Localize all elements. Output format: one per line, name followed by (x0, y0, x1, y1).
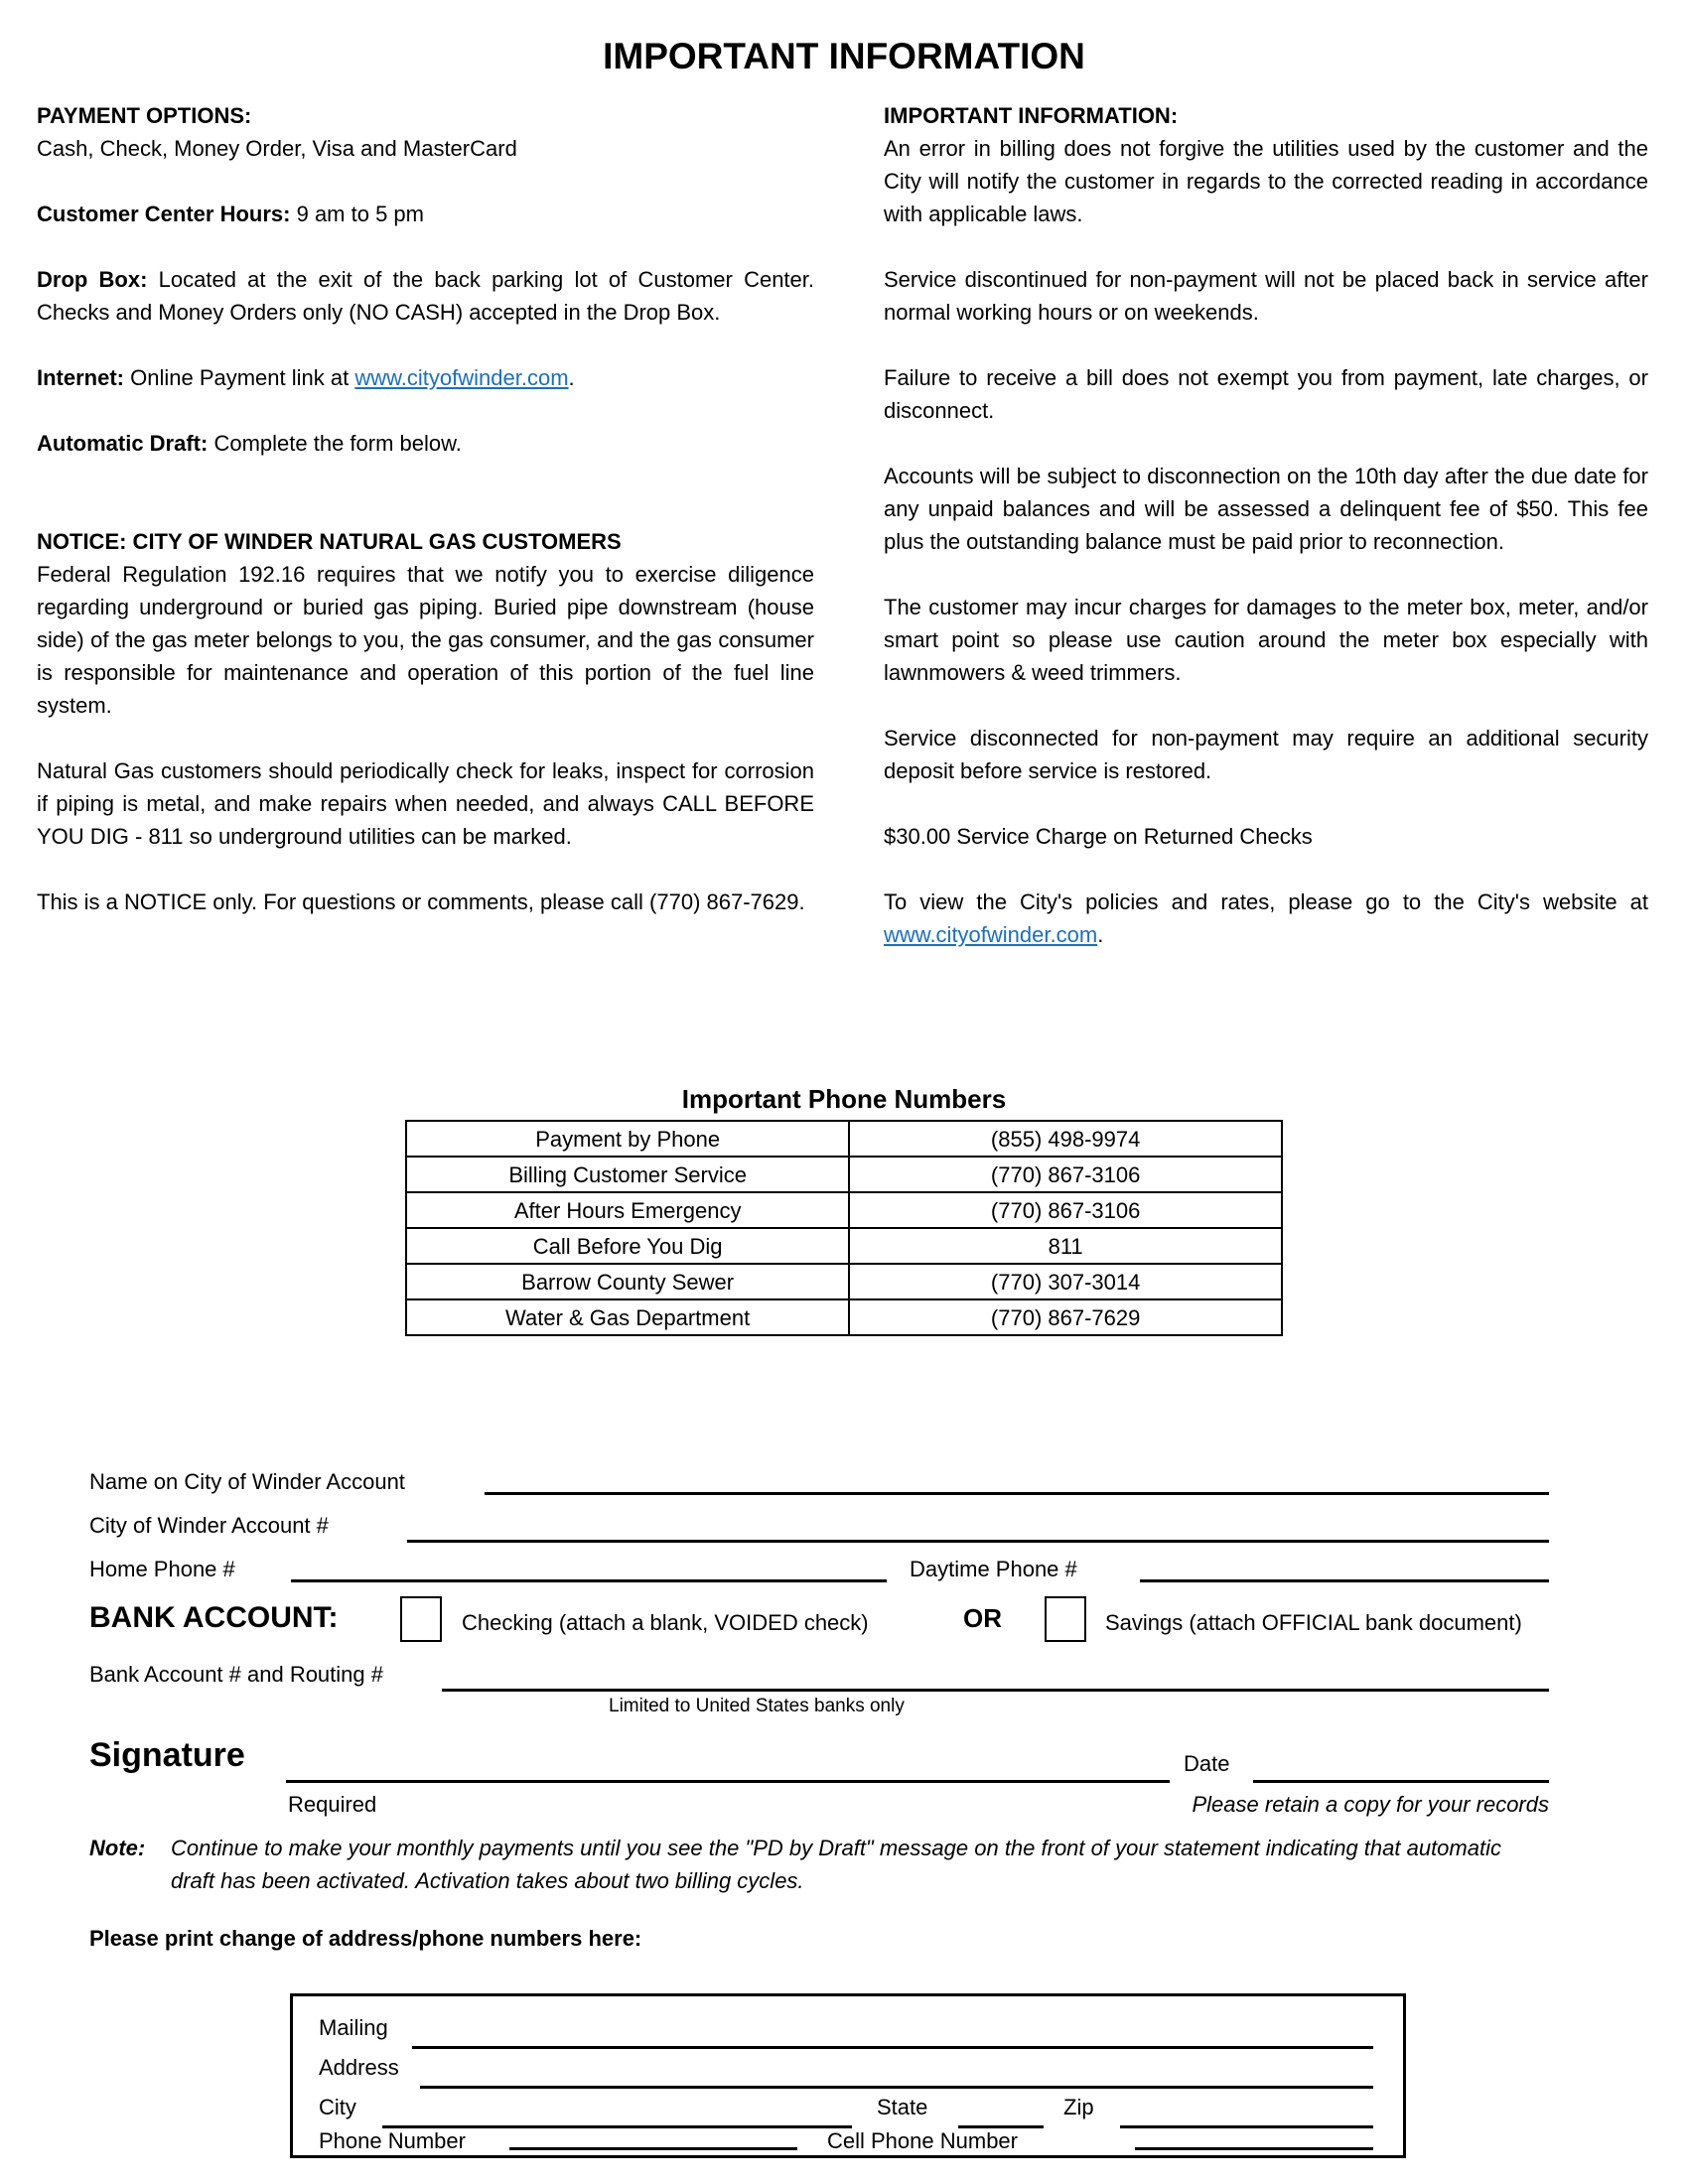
automatic-draft-label: Automatic Draft: (37, 431, 209, 456)
gas-notice-paragraph-3: This is a NOTICE only. For questions or comments, please call (770) 867-7629. (37, 889, 805, 914)
important-info-heading: IMPORTANT INFORMATION: (884, 103, 1179, 128)
returned-checks-paragraph: $30.00 Service Charge on Returned Checks (884, 824, 1313, 849)
automatic-draft-paragraph (37, 427, 814, 460)
name-on-account-input-line[interactable] (485, 1492, 1549, 1495)
city-label: City (319, 2095, 356, 2119)
date-label: Date (1184, 1751, 1230, 1776)
phone-numbers-table (405, 1120, 1283, 1336)
phone-number-cell: 811 (849, 1228, 1282, 1264)
checking-label: Checking (attach a blank, VOIDED check) (462, 1610, 869, 1635)
internet-text-end: . (568, 365, 575, 390)
phone-service-cell: Call Before You Dig (406, 1228, 849, 1264)
phone-table-row (406, 1228, 1282, 1264)
phone-number-input-line[interactable] (509, 2147, 797, 2150)
address-label: Address (319, 2055, 399, 2080)
phone-number-cell: (770) 867-3106 (849, 1157, 1282, 1192)
daytime-phone-input-line[interactable] (1140, 1579, 1549, 1582)
drop-box-label: Drop Box: (37, 267, 148, 292)
zip-input-line[interactable] (1120, 2125, 1373, 2128)
daytime-phone-label: Daytime Phone # (910, 1557, 1077, 1581)
billing-error-paragraph: An error in billing does not forgive the utilities used by the customer and the City will notify the customer in regards to the corrected reading in accordance with applicable laws. (884, 136, 1648, 226)
security-deposit-paragraph: Service disconnected for non-payment may require an additional security deposit before service is restored. (884, 726, 1648, 783)
phone-number-cell: (770) 307-3014 (849, 1264, 1282, 1299)
payment-options-text: Cash, Check, Money Order, Visa and MasterCard (37, 136, 517, 161)
account-number-label: City of Winder Account # (89, 1513, 329, 1538)
address-change-heading: Please print change of address/phone numbers here: (89, 1926, 642, 1951)
service-discontinued-paragraph: Service discontinued for non-payment will not be placed back in service after normal working hours or on weekends. (884, 267, 1648, 325)
policies-paragraph (884, 886, 1648, 951)
us-banks-note: Limited to United States banks only (609, 1696, 905, 1716)
state-label: State (877, 2095, 928, 2119)
policies-text-end: . (1097, 922, 1104, 947)
or-label: OR (963, 1603, 1002, 1633)
gas-notice-heading: NOTICE: CITY OF WINDER NATURAL GAS CUSTOMERS (37, 529, 622, 554)
drop-box-text: Located at the exit of the back parking lot of Customer Center. Checks and Money Orders only (NO CASH) accepted in the Drop Box. (37, 267, 814, 325)
phone-number-cell: (770) 867-3106 (849, 1192, 1282, 1228)
mailing-input-line[interactable] (412, 2046, 1373, 2049)
routing-number-input-line[interactable] (442, 1689, 1549, 1692)
phone-number-cell: (770) 867-7629 (849, 1299, 1282, 1335)
signature-heading: Signature (89, 1736, 245, 1774)
phone-service-cell: After Hours Emergency (406, 1192, 849, 1228)
savings-checkbox[interactable] (1045, 1596, 1086, 1642)
customer-center-hours-label: Customer Center Hours: (37, 202, 291, 226)
checking-checkbox[interactable] (400, 1596, 442, 1642)
address-input-line[interactable] (420, 2086, 1373, 2089)
failure-to-receive-paragraph: Failure to receive a bill does not exempt you from payment, late charges, or disconnect. (884, 365, 1648, 423)
required-note: Required (288, 1792, 377, 1817)
home-phone-input-line[interactable] (291, 1579, 887, 1582)
signature-input-line[interactable] (286, 1780, 1170, 1783)
automatic-draft-text: Complete the form below. (208, 431, 462, 456)
date-input-line[interactable] (1253, 1780, 1549, 1783)
name-on-account-label: Name on City of Winder Account (89, 1469, 405, 1494)
cell-phone-input-line[interactable] (1135, 2147, 1373, 2150)
internet-label: Internet: (37, 365, 124, 390)
cityofwinder-link[interactable]: www.cityofwinder.com (354, 365, 569, 390)
bank-account-heading: BANK ACCOUNT: (89, 1601, 339, 1634)
phone-table-row (406, 1264, 1282, 1299)
phone-service-cell: Water & Gas Department (406, 1299, 849, 1335)
meter-damage-paragraph: The customer may incur charges for damages to the meter box, meter, and/or smart point so please use caution around the meter box especially with lawnmowers & weed trimmers. (884, 595, 1648, 685)
gas-notice-paragraph-1: Federal Regulation 192.16 requires that we notify you to exercise diligence regarding underground or buried gas piping. Buried pipe downstream (house side) of the gas meter belongs to you, the gas consumer, and the gas consumer is responsible for maintenance and operation of this portion of the fuel line system. (37, 562, 814, 718)
phone-number-label: Phone Number (319, 2128, 466, 2153)
phone-table-row (406, 1299, 1282, 1335)
cityofwinder-link-2[interactable]: www.cityofwinder.com (884, 922, 1098, 947)
page-title: IMPORTANT INFORMATION (603, 36, 1085, 76)
drop-box-paragraph (37, 263, 814, 329)
phone-table-row (406, 1192, 1282, 1228)
phone-number-cell: (855) 498-9974 (849, 1121, 1282, 1157)
phone-table-row (406, 1121, 1282, 1157)
account-number-input-line[interactable] (407, 1540, 1549, 1543)
phone-service-cell: Payment by Phone (406, 1121, 849, 1157)
phone-table-row (406, 1157, 1282, 1192)
internet-paragraph (37, 361, 814, 394)
address-change-box (290, 1993, 1406, 2158)
policies-text: To view the City's policies and rates, please go to the City's website at (884, 889, 1648, 914)
cell-phone-label: Cell Phone Number (827, 2128, 1018, 2153)
home-phone-label: Home Phone # (89, 1557, 235, 1581)
customer-center-hours-value: 9 am to 5 pm (290, 202, 424, 226)
internet-text: Online Payment link at (124, 365, 355, 390)
payment-options-heading: PAYMENT OPTIONS: (37, 103, 252, 128)
routing-number-label: Bank Account # and Routing # (89, 1662, 383, 1687)
note-text: Continue to make your monthly payments until you see the "PD by Draft" message on the front of your statement indicating that automatic draft has been activated. Activation takes about two billing cycles. (171, 1836, 1501, 1893)
savings-label: Savings (attach OFFICIAL bank document) (1105, 1610, 1522, 1635)
right-column (884, 99, 1648, 951)
gas-notice-paragraph-2: Natural Gas customers should periodically check for leaks, inspect for corrosion if piping is metal, and make repairs when needed, and always CALL BEFORE YOU DIG - 811 so underground utilities can be marked. (37, 758, 814, 849)
note-label: Note: (89, 1836, 146, 1860)
customer-center-hours (37, 198, 814, 230)
phone-table-title: Important Phone Numbers (681, 1084, 1007, 1114)
phone-service-cell: Billing Customer Service (406, 1157, 849, 1192)
mailing-label: Mailing (319, 2015, 388, 2040)
left-column (37, 99, 814, 918)
retain-copy-note: Please retain a copy for your records (1192, 1792, 1549, 1817)
zip-label: Zip (1063, 2095, 1094, 2119)
phone-service-cell: Barrow County Sewer (406, 1264, 849, 1299)
disconnection-paragraph: Accounts will be subject to disconnection on the 10th day after the due date for any unpaid balances and will be assessed a delinquent fee of $50. This fee plus the outstanding balance must be paid prior to reconnection. (884, 464, 1648, 554)
